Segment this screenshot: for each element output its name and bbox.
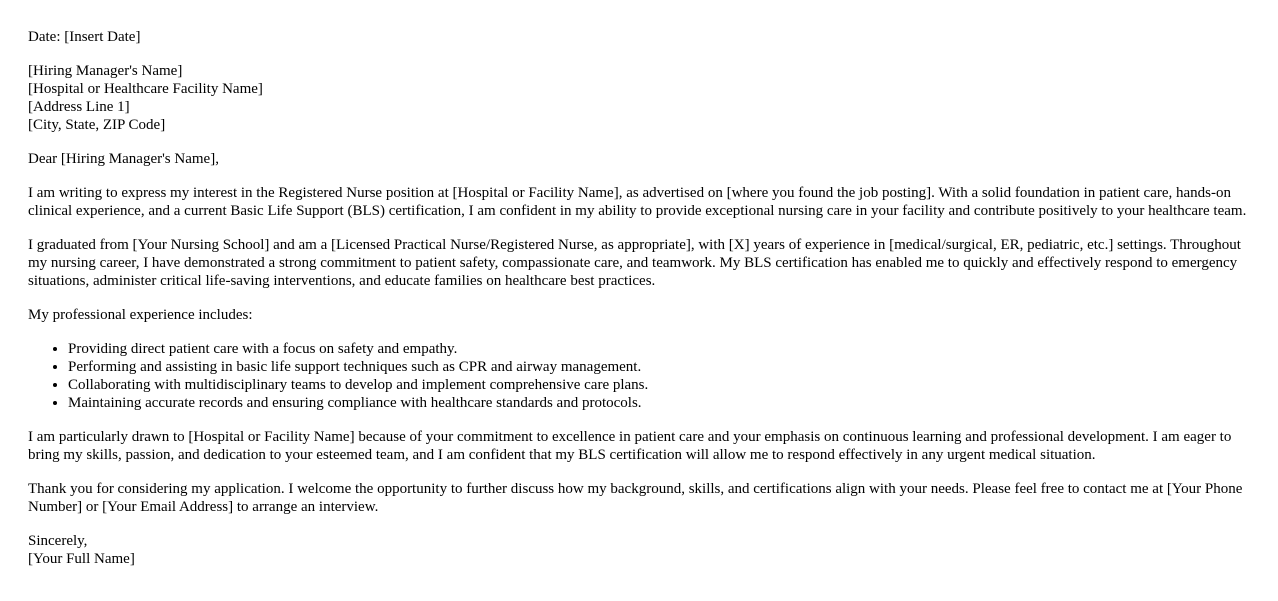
recipient-city: [City, State, ZIP Code] <box>28 117 166 133</box>
paragraph-experience-intro: My professional experience includes: <box>28 307 253 323</box>
paragraph-background: I graduated from [Your Nursing School] and am a [Licensed Practical Nurse/Registered Nurse, as appropriate], with [X] years of experience in [medical/surgical, ER, pediatric, etc.] settings. Throughout my nursing career, I have demonstrated a strong commitment to patient safety, compassionate care, and teamwork. My BLS certification has enabled me to quickly and effectively respond to emergency situations, administer critical life-saving interventions, and educate families on healthcare best practices. <box>28 237 1241 289</box>
recipient-block <box>28 62 1250 134</box>
experience-list <box>28 340 1250 412</box>
list-item: • Collaborating with multidisciplinary teams to develop and implement comprehensive care plans. <box>68 376 1250 394</box>
paragraph-thanks: Thank you for considering my application. I welcome the opportunity to further discuss how my background, skills, and certifications align with your needs. Please feel free to contact me at [Your Phone Number] or [Your Email Address] to arrange an interview. <box>28 481 1243 515</box>
list-item: • Providing direct patient care with a focus on safety and empathy. <box>68 340 1250 358</box>
salutation: Dear [Hiring Manager's Name], <box>28 151 219 167</box>
list-item: • Performing and assisting in basic life support techniques such as CPR and airway management. <box>68 358 1250 376</box>
paragraph-motivation: I am particularly drawn to [Hospital or Facility Name] because of your commitment to excellence in patient care and your emphasis on continuous learning and professional development. I am eager to bring my skills, passion, and dedication to your esteemed team, and I am confident that my BLS certification will allow me to respond effectively in any urgent medical situation. <box>28 429 1232 463</box>
recipient-name: [Hiring Manager's Name] <box>28 63 183 79</box>
sign-off: Sincerely, <box>28 533 88 549</box>
date-line: Date: [Insert Date] <box>28 29 141 45</box>
recipient-facility: [Hospital or Healthcare Facility Name] <box>28 81 263 97</box>
paragraph-intro: I am writing to express my interest in the Registered Nurse position at [Hospital or Facility Name], as advertised on [where you found the job posting]. With a solid foundation in patient care, hands-on clinical experience, and a current Basic Life Support (BLS) certification, I am confident in my ability to provide exceptional nursing care in your facility and contribute positively to your healthcare team. <box>28 185 1247 219</box>
closing-block <box>28 532 1250 568</box>
list-item: • Maintaining accurate records and ensuring compliance with healthcare standards and protocols. <box>68 394 1250 412</box>
cover-letter <box>28 28 1250 568</box>
recipient-address: [Address Line 1] <box>28 99 130 115</box>
signature-name: [Your Full Name] <box>28 551 135 567</box>
